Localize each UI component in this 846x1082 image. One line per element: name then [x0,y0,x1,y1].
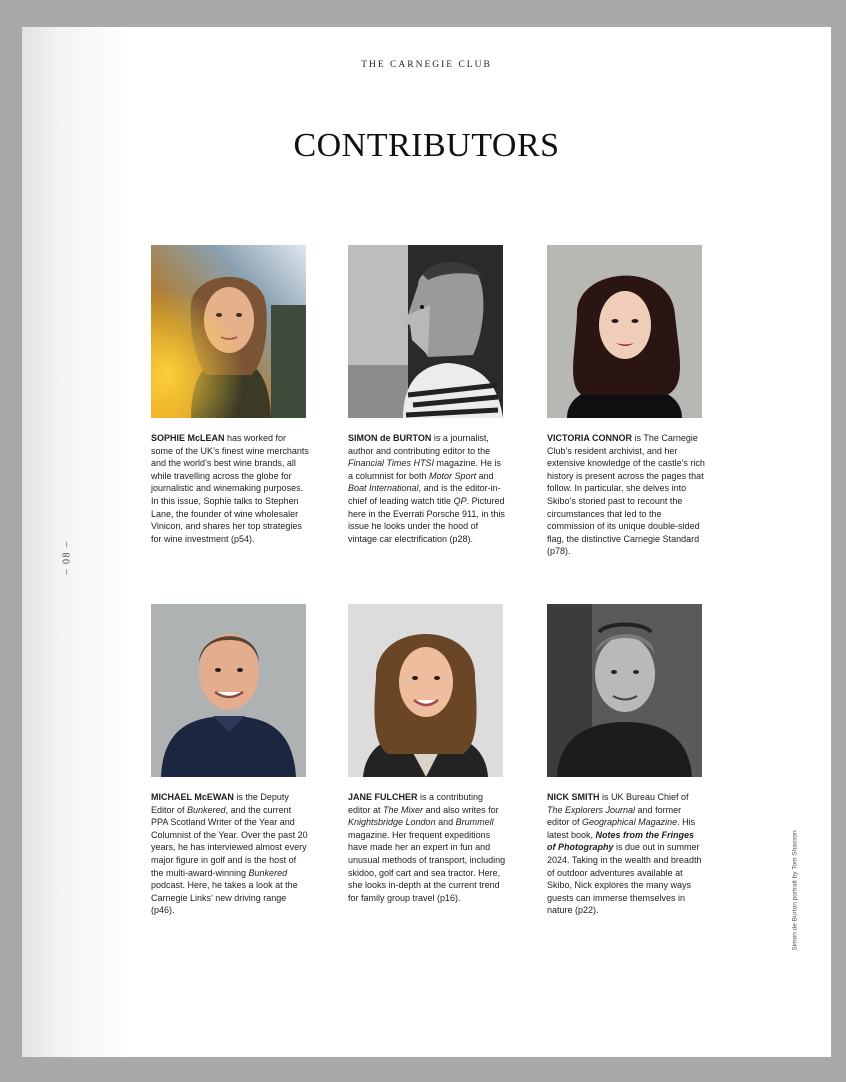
contributor-bio [547,432,705,558]
contributor-bio [348,432,506,545]
contributor-name: MICHAEL McEWAN [151,792,234,802]
magazine-page [22,27,831,1057]
contributor-name: SOPHIE McLEAN [151,433,225,443]
portrait-sophie-mclean [151,245,306,418]
bio-text: Bunkered [187,804,226,815]
contributor-card-simon-de-burton [348,245,508,545]
page-number: – 08 – [61,540,73,575]
bio-text: Brummell [455,817,494,828]
contributor-bio [348,791,506,904]
contributor-name: JANE FULCHER [348,792,418,802]
photo-credit: Simon de Burton portrait by Tom Shaxson [791,830,799,951]
contributor-name: SIMON de BURTON [348,433,432,443]
bio-text: QP [453,495,467,506]
bio-text: podcast. Here, he takes a look at the Carnegie Links’ new driving range (p46). [151,880,298,916]
contributor-card-victoria-connor [547,245,707,558]
bio-text: and [435,817,456,828]
contributor-card-sophie-mclean [151,245,311,545]
bio-text: . His latest book, [547,817,696,840]
portrait-jane-fulcher [348,604,503,777]
running-head: THE CARNEGIE CLUB [361,60,492,70]
bio-text: is due out in summer 2024. Taking in the wealth and breadth of outdoor adventures available at Skibo, Nick explores the many ways guests can immerse themselves in nature (p22). [547,842,702,916]
bio-text: has worked for some of the UK’s finest wine merchants and the world’s best wine brands, all while travelling across the globe for journalistic and winemaking purposes. In this issue, Sophie talks to Stephen Lane, the founder of wine wholesaler Vinicon, and shares her top strategies for wine investment (p54). [151,433,309,544]
bio-text: Knightsbridge London [348,817,436,828]
bio-text: , and the current PPA Scotland Writer of the Year and Columnist of the Year. Over the past 20 years, he has interviewed almost every major figure in golf and is the host of the multi-award-winning [151,804,308,878]
portrait-nick-smith [547,604,702,777]
contributor-card-nick-smith [547,604,707,917]
bio-text: Bunkered [248,867,288,878]
bio-text: Notes from the Fringes of Photography [547,829,695,853]
contributor-bio [151,432,309,545]
contributor-name: VICTORIA CONNOR [547,433,633,443]
bio-text: is the Deputy Editor of [151,792,289,815]
bio-text: , and is the editor-in-chief of leading watch title [348,483,501,506]
bio-text: is a journalist, author and contributing editor to the [348,433,491,456]
bio-text: The Explorers Journal [547,804,636,815]
bio-text: . Pictured here in the Everrati Porsche 911, in this issue he looks under the hood of vintage car electrification (p28). [348,495,505,544]
portrait-victoria-connor [547,245,702,418]
bio-text: magazine. Her frequent expeditions have made her an expert in fun and unusual methods of transport, including skidoo, golf cart and sea tractor. Here, she looks in-depth at the current trend for family group travel (p16). [348,829,506,903]
bio-text: Motor Sport [429,470,477,481]
contributor-name: NICK SMITH [547,792,600,802]
bio-text: Financial Times HTSI [348,458,434,469]
bio-text: is The Carnegie Club’s resident archivist, and her extensive knowledge of the castle’s rich history is present across the pages that follow. In particular, she delves into Skibo’s storied past to recount the circumstances that led to the commission of its unique double-sided flag, the distinctive Carnegie Standard (p78). [547,433,705,557]
bio-text: Boat International [348,483,419,494]
bio-text: magazine. He is a columnist for both [348,458,501,481]
portrait-michael-mcewan [151,604,306,777]
contributor-card-michael-mcewan [151,604,311,917]
bio-text: and also writes for [423,804,499,815]
page-title: CONTRIBUTORS [293,127,560,164]
bio-text: and former editor of [547,804,682,828]
contributor-card-jane-fulcher [348,604,508,904]
contributor-bio [547,791,705,917]
contributor-bio [151,791,309,917]
bio-text: is a contributing editor at [348,792,484,815]
bio-text: The Mixer [383,804,424,815]
bio-text: and [476,470,494,481]
portrait-simon-de-burton [348,245,503,418]
bio-text: is UK Bureau Chief of [599,792,689,802]
bio-text: Geographical Magazine [582,817,678,828]
